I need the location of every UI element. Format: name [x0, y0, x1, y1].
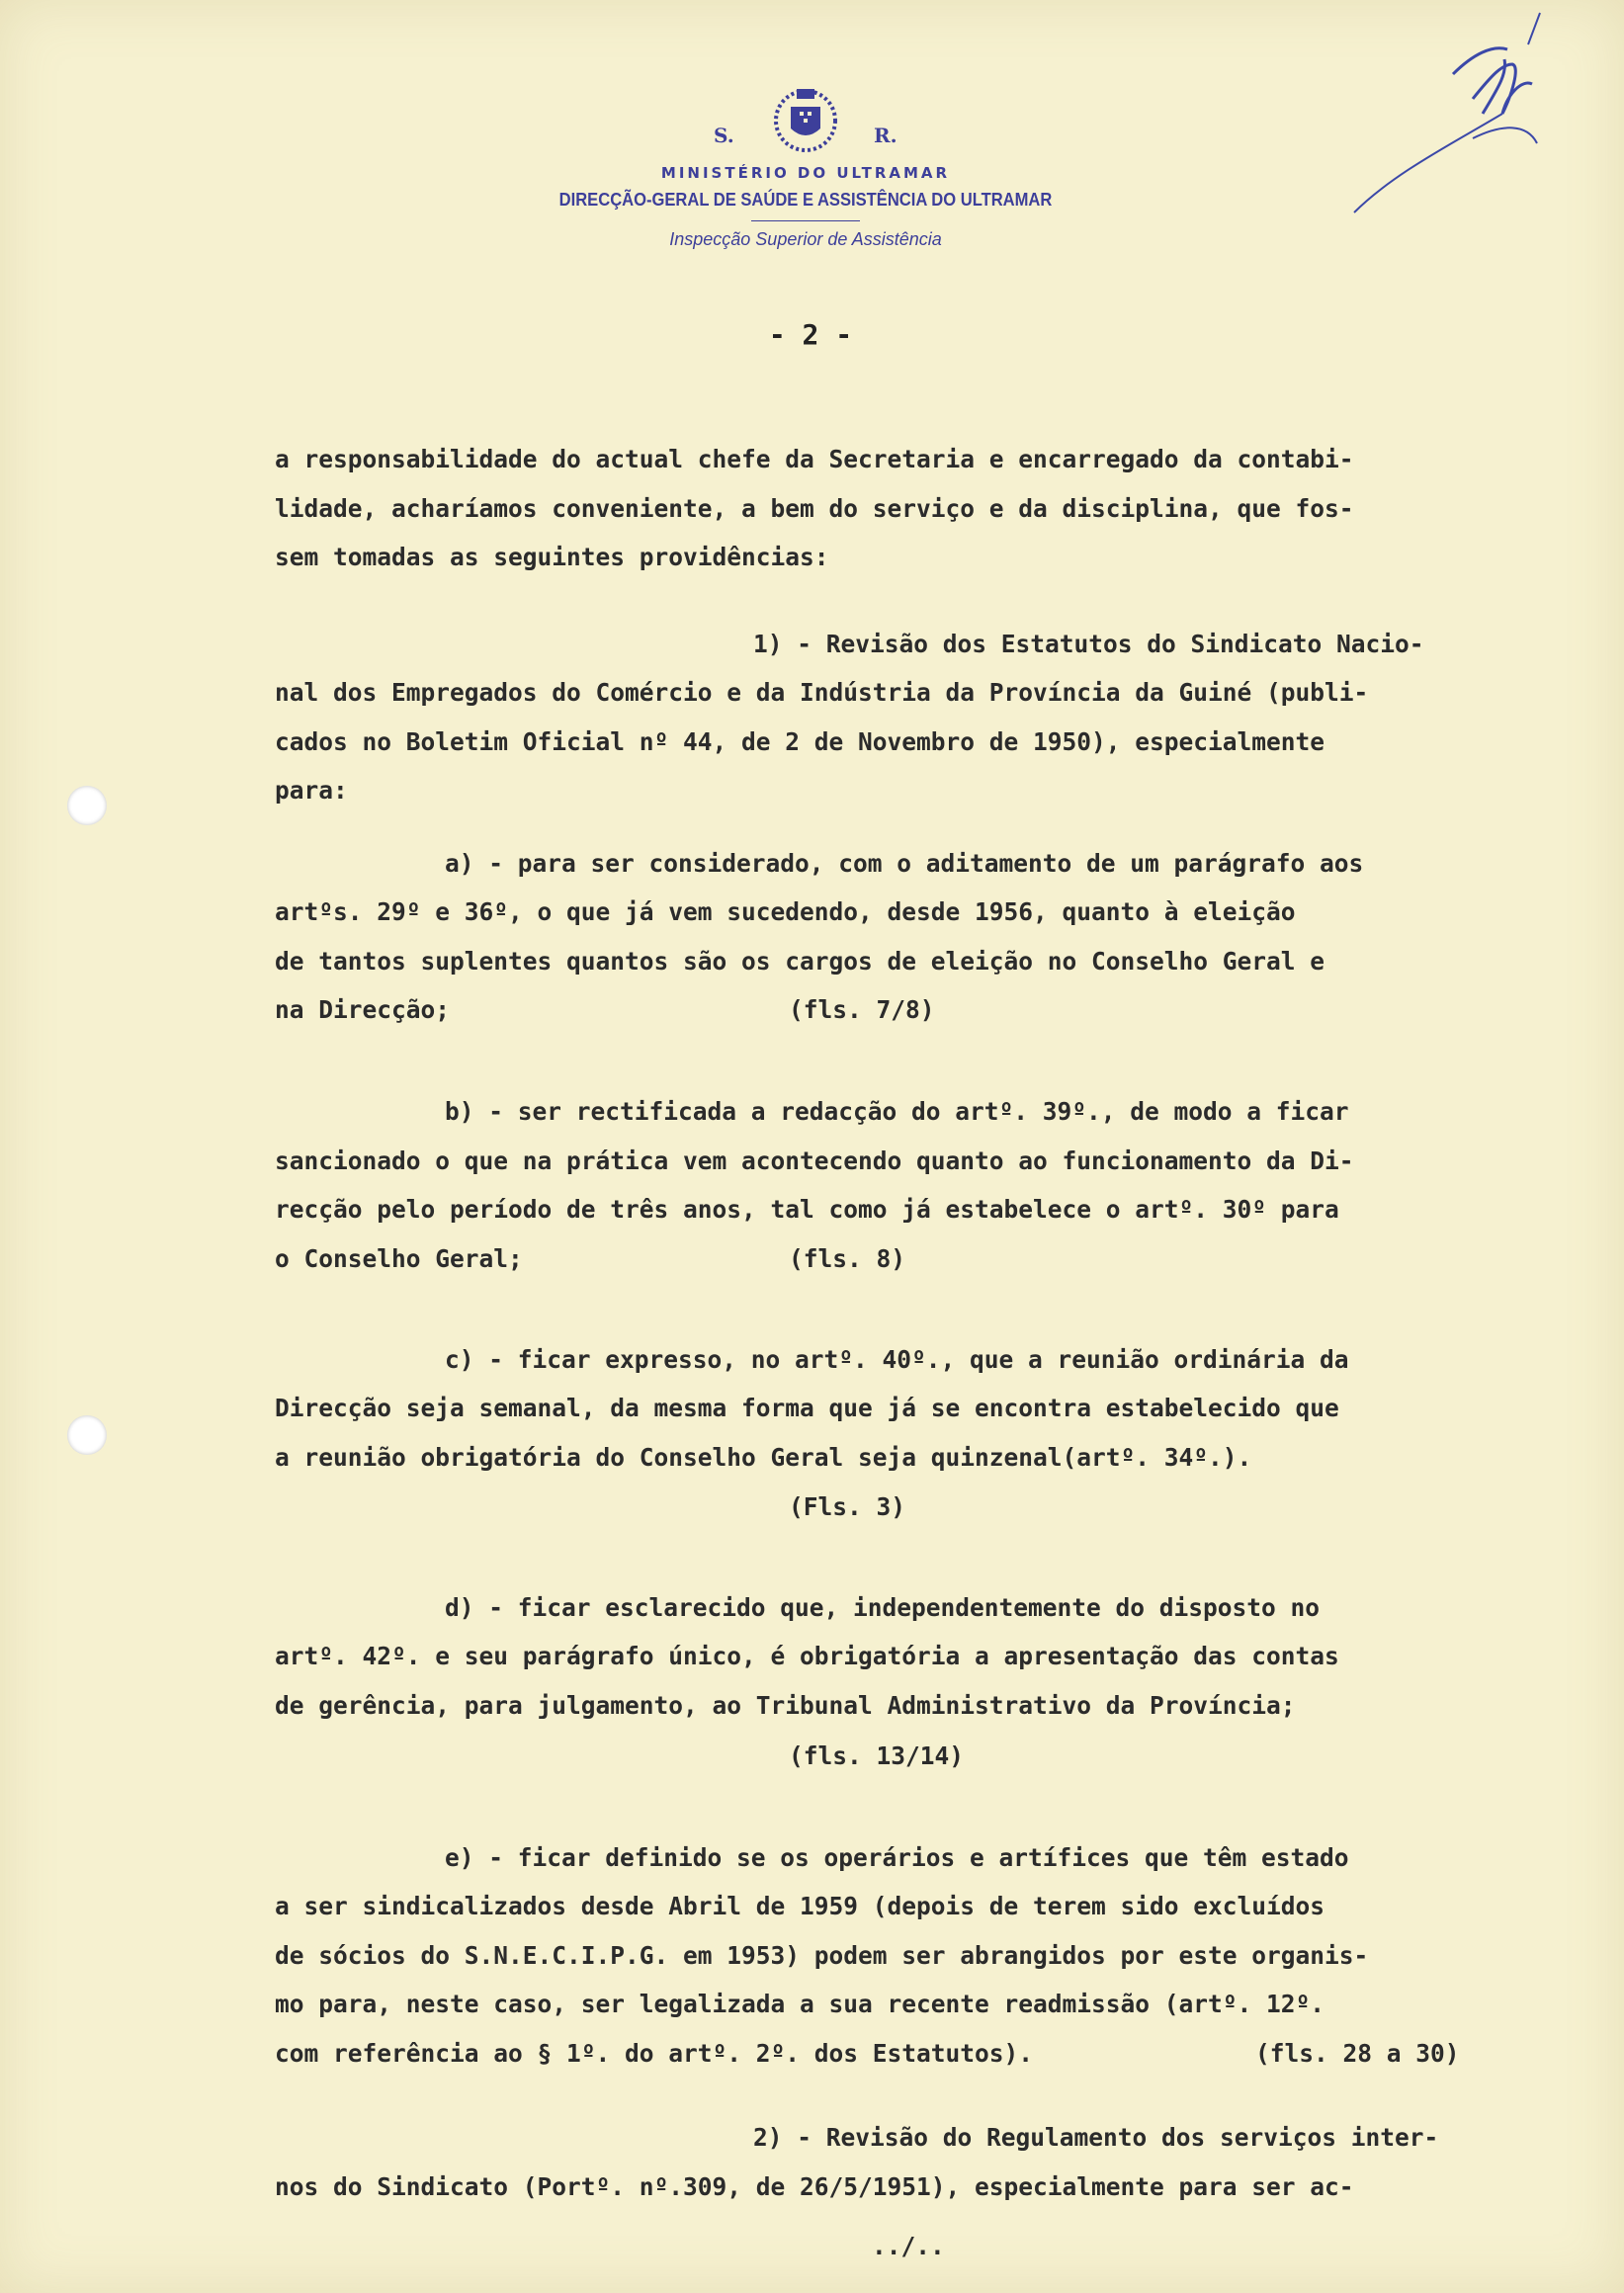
page-number: - 2 -: [768, 318, 853, 351]
letter-r: R.: [874, 124, 897, 147]
directorate-name: DIRECÇÃO-GERAL DE SAÚDE E ASSISTÊNCIA DO ULTRAMAR: [558, 190, 1053, 210]
body-line: sem tomadas as seguintes providências:: [275, 543, 829, 571]
continuation-mark: ../..: [872, 2232, 945, 2260]
body-line: a reunião obrigatória do Conselho Geral seja quinzenal(artº. 34º.).: [275, 1443, 1252, 1472]
letter-s: S.: [714, 124, 734, 147]
body-line: com referência ao § 1º. do artº. 2º. dos Estatutos).: [275, 2039, 1034, 2068]
body-line: de gerência, para julgamento, ao Tribunal Administrativo da Província;: [275, 1691, 1296, 1720]
body-line: 1) - Revisão dos Estatutos do Sindicato Nacio-: [753, 630, 1424, 658]
letterhead-divider: [751, 220, 860, 221]
folio-reference: (fls. 13/14): [789, 1741, 965, 1770]
handwritten-signature: [1334, 5, 1552, 226]
body-line: de tantos suplentes quantos são os cargos de eleição no Conselho Geral e: [275, 947, 1325, 976]
body-line: de sócios do S.N.E.C.I.P.G. em 1953) podem ser abrangidos por este organis-: [275, 1941, 1369, 1970]
seal-row: [445, 79, 1166, 158]
body-line: artºs. 29º e 36º, o que já vem sucedendo, desde 1956, quanto à eleição: [275, 897, 1296, 926]
body-line: lidade, acharíamos conveniente, a bem do serviço e da disciplina, que fos-: [275, 494, 1354, 523]
body-line: na Direcção;: [275, 995, 451, 1024]
body-line: cados no Boletim Oficial nº 44, de 2 de Novembro de 1950), especialmente: [275, 727, 1325, 756]
body-line: e) - ficar definido se os operários e artífices que têm estado: [445, 1843, 1349, 1872]
body-line: sancionado o que na prática vem acontecendo quanto ao funcionamento da Di-: [275, 1146, 1354, 1175]
folio-reference: (fls. 7/8): [789, 995, 935, 1024]
body-line: recção pelo período de três anos, tal como já estabelece o artº. 30º para: [275, 1195, 1339, 1224]
folio-reference: (fls. 28 a 30): [1255, 2039, 1460, 2068]
ministry-name: MINISTÉRIO DO ULTRAMAR: [660, 164, 951, 182]
punch-hole-bottom: [67, 1415, 107, 1455]
punch-hole-top: [67, 786, 107, 825]
body-line: b) - ser rectificada a redacção do artº. 39º., de modo a ficar: [445, 1097, 1349, 1126]
body-line: a responsabilidade do actual chefe da Secretaria e encarregado da contabi-: [275, 445, 1354, 473]
body-line: a) - para ser considerado, com o aditamento de um parágrafo aos: [445, 849, 1364, 878]
folio-reference: (Fls. 3): [789, 1492, 906, 1521]
body-line: para:: [275, 776, 348, 805]
body-line: a ser sindicalizados desde Abril de 1959 (depois de terem sido excluídos: [275, 1892, 1325, 1920]
body-line: artº. 42º. e seu parágrafo único, é obrigatória a apresentação das contas: [275, 1642, 1339, 1670]
letterhead: [445, 79, 1166, 250]
coat-of-arms-icon: [761, 79, 850, 158]
body-line: nal dos Empregados do Comércio e da Indústria da Província da Guiné (publi-: [275, 678, 1369, 707]
body-line: d) - ficar esclarecido que, independentemente do disposto no: [445, 1593, 1321, 1622]
body-line: 2) - Revisão do Regulamento dos serviços inter-: [753, 2123, 1439, 2152]
body-line: Direcção seja semanal, da mesma forma que já se encontra estabelecido que: [275, 1394, 1339, 1422]
body-line: o Conselho Geral;: [275, 1244, 523, 1273]
folio-reference: (fls. 8): [789, 1244, 906, 1273]
inspection-name: Inspecção Superior de Assistência: [669, 229, 942, 249]
body-line: mo para, neste caso, ser legalizada a sua recente readmissão (artº. 12º.: [275, 1990, 1325, 2018]
body-line: nos do Sindicato (Portº. nº.309, de 26/5/1951), especialmente para ser ac-: [275, 2172, 1354, 2201]
body-line: c) - ficar expresso, no artº. 40º., que a reunião ordinária da: [445, 1345, 1349, 1374]
